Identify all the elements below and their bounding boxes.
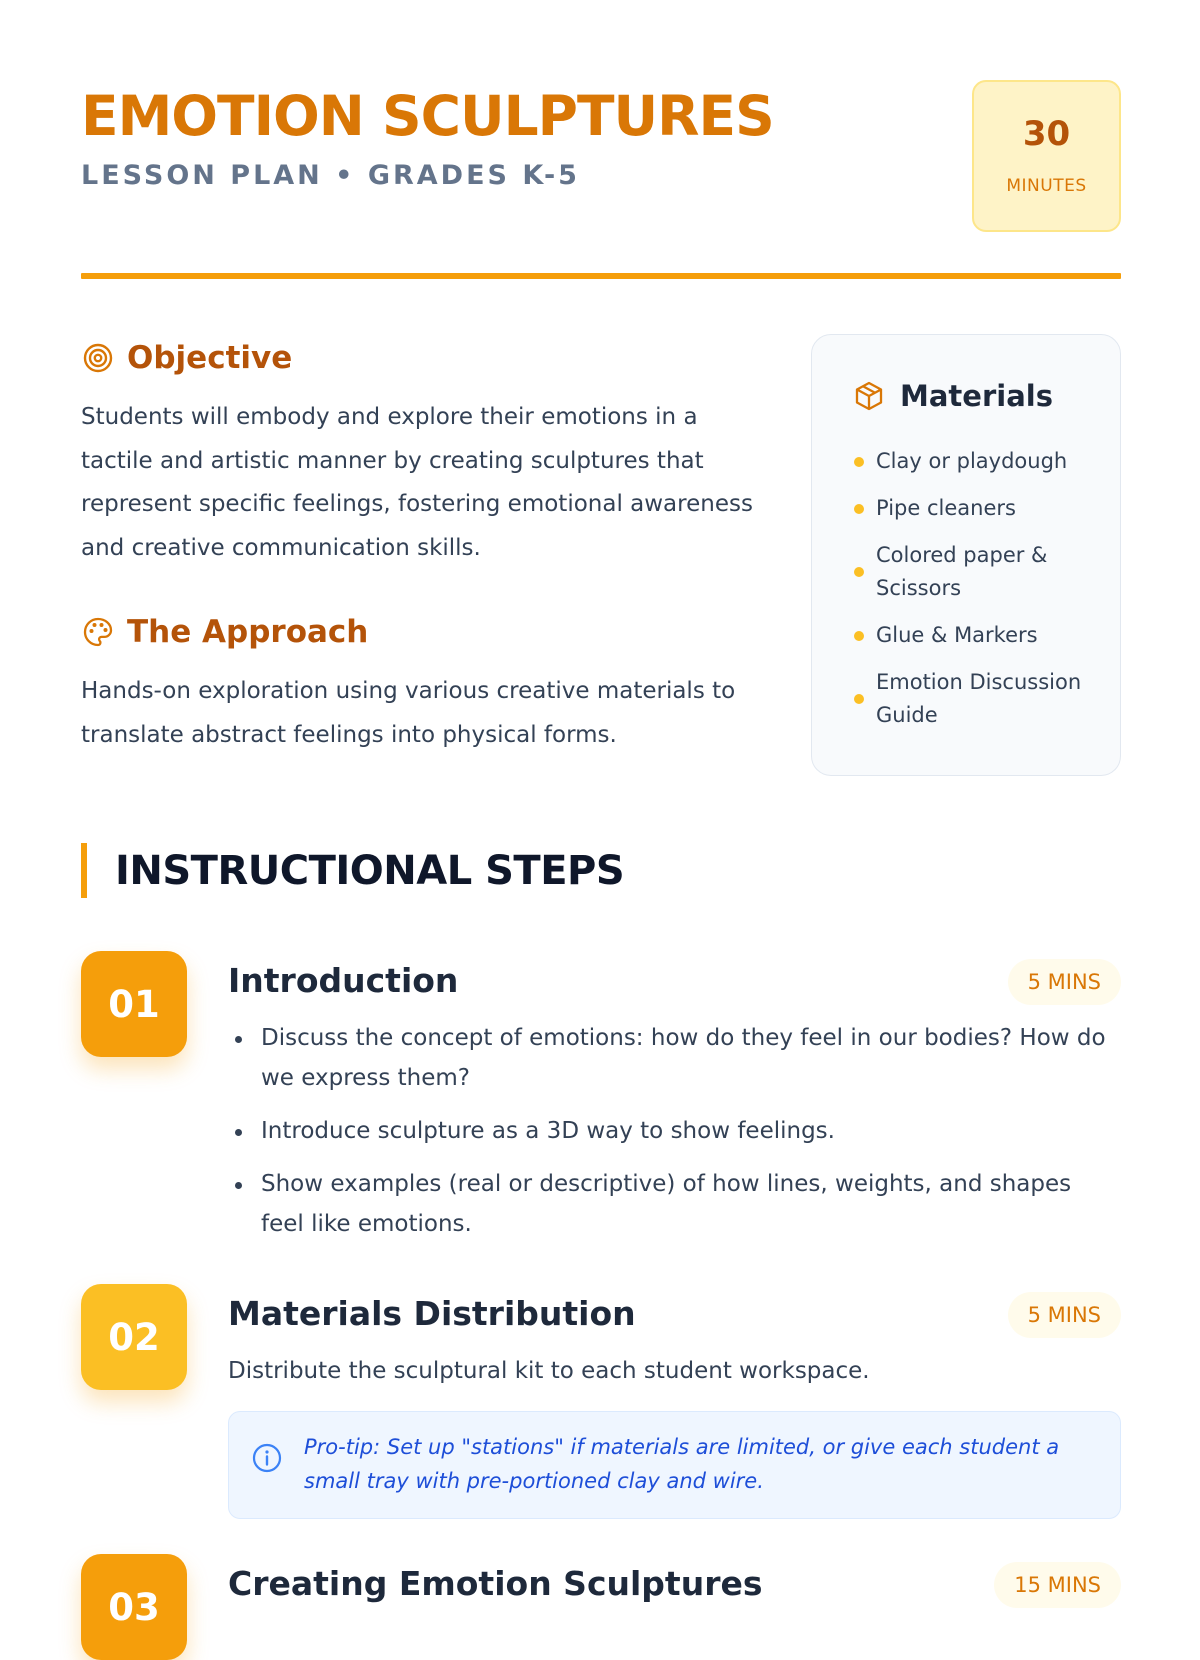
step-title: Introduction [228, 961, 459, 1000]
step-number-badge: 03 [81, 1554, 187, 1660]
materials-heading [852, 379, 1053, 413]
duration-box [972, 80, 1121, 232]
list-item: Discuss the concept of emotions: how do they feel in our bodies? How do we express them? [228, 1018, 1121, 1098]
list-item: Emotion Discussion Guide [852, 666, 1112, 732]
list-item: Pipe cleaners [852, 492, 1112, 525]
list-item: Introduce sculpture as a 3D way to show feelings. [228, 1111, 1121, 1151]
step-text: Distribute the sculptural kit to each student workspace. [228, 1358, 870, 1384]
step-number-badge: 01 [81, 951, 187, 1057]
header-divider [81, 273, 1121, 279]
page-subtitle: LESSON PLAN • GRADES K-5 [81, 160, 580, 191]
step-duration-badge: 15 MINS [994, 1562, 1121, 1608]
step-number-badge: 02 [81, 1284, 187, 1390]
bullet-dot [235, 1036, 242, 1043]
bullet-dot [854, 567, 864, 577]
step-duration-badge: 5 MINS [1008, 959, 1121, 1005]
lesson-plan-page [81, 0, 1121, 1629]
bullet-dot [854, 504, 864, 514]
bullet-dot [235, 1182, 242, 1189]
objective-heading [81, 340, 292, 376]
page-title: EMOTION SCULPTURES [81, 84, 774, 148]
approach-heading-label: The Approach [127, 614, 369, 650]
header [81, 80, 1121, 280]
pro-tip-callout [228, 1411, 1121, 1519]
list-item: Show examples (real or descriptive) of how lines, weights, and shapes feel like emotions. [228, 1164, 1121, 1244]
palette-icon [81, 615, 115, 649]
bullet-dot [854, 457, 864, 467]
materials-heading-label: Materials [900, 379, 1053, 413]
bullet-dot [235, 1129, 242, 1136]
box-icon [852, 379, 886, 413]
materials-card [811, 334, 1121, 776]
duration-unit: MINUTES [1006, 176, 1087, 196]
approach-heading [81, 614, 368, 650]
step-duration-badge: 5 MINS [1008, 1292, 1121, 1338]
objective-heading-label: Objective [127, 340, 293, 376]
approach-text: Hands-on exploration using various creative materials to translate abstract feelings into physical forms. [81, 678, 736, 748]
duration-value: 30 [1022, 114, 1071, 154]
list-item: Glue & Markers [852, 619, 1112, 652]
steps-heading-label: INSTRUCTIONAL STEPS [115, 847, 625, 894]
steps-heading [81, 843, 624, 898]
step-body [228, 1018, 1121, 1257]
heading-accent-bar [81, 843, 87, 898]
step-title: Materials Distribution [228, 1294, 636, 1333]
objective-text: Students will embody and explore their emotions in a tactile and artistic manner by creating sculptures that represent specific feelings, fostering emotional awareness and creative communication skills. [81, 404, 753, 561]
step-body [228, 1351, 1121, 1519]
bullet-dot [854, 631, 864, 641]
pro-tip-text: Pro-tip: Set up "stations" if materials are limited, or give each student a small tray with pre-portioned clay and wire. [304, 1435, 1060, 1493]
materials-list [852, 445, 1112, 746]
step-bullet-list [228, 1018, 1121, 1244]
list-item: Clay or playdough [852, 445, 1112, 478]
list-item: Colored paper & Scissors [852, 539, 1112, 605]
step-title: Creating Emotion Sculptures [228, 1564, 763, 1603]
bullet-dot [854, 694, 864, 704]
info-icon [251, 1442, 283, 1474]
target-icon [81, 341, 115, 375]
